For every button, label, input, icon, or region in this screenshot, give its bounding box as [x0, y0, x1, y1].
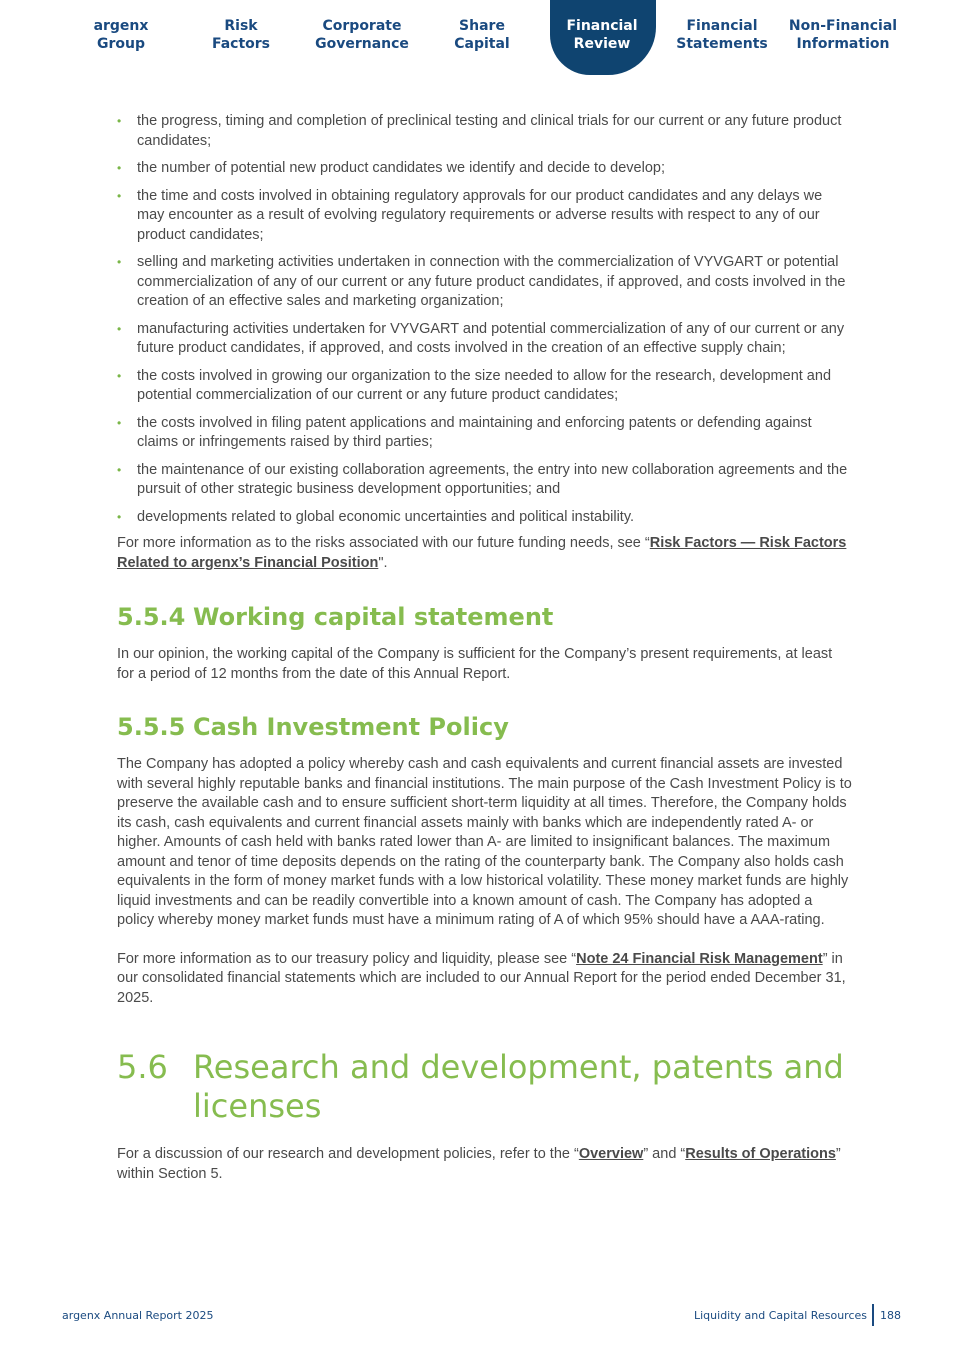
text: For more information as to our treasury policy and liquidity, please see “	[117, 950, 577, 967]
bullet-icon: •	[117, 161, 122, 175]
nav-tab-label: Review	[573, 36, 631, 52]
list-item-text: the progress, timing and completion of preclinical testing and clinical trials for our current or any future product candidates;	[137, 113, 842, 149]
overview-link[interactable]: Overview	[578, 1146, 644, 1162]
nav-tab-label: argenx	[93, 18, 149, 34]
research-development-paragraph	[117, 1145, 852, 1184]
nav-tab-share-capital[interactable]	[426, 17, 538, 53]
list-item-text: the costs involved in filing patent applications and maintaining and enforcing patents or defending against claims or infringements raised by third parties;	[137, 414, 812, 450]
funding-factors-list	[117, 112, 852, 527]
list-item-text: the number of potential new product candidates we identify and decide to develop;	[137, 160, 665, 176]
list-item	[117, 253, 852, 312]
working-capital-paragraph: In our opinion, the working capital of the Company is sufficient for the Company’s present requirements, at least for a period of 12 months from the date of this Annual Report.	[117, 646, 833, 682]
nav-tab-label: Non-Financial	[788, 18, 898, 34]
footer-report-title: argenx Annual Report 2025	[62, 1309, 214, 1322]
list-item	[117, 159, 852, 179]
treasury-note-paragraph	[117, 950, 852, 1009]
section-number: 5.6	[117, 1048, 168, 1086]
section-heading-cash-investment-policy	[117, 712, 852, 742]
bullet-icon: •	[117, 368, 122, 383]
footer-divider	[872, 1304, 874, 1326]
bullet-icon: •	[117, 188, 122, 203]
list-item-text: the costs involved in growing our organization to the size needed to allow for the research, development and potential commercialization of our current or any future product candidates;	[137, 367, 832, 403]
list-item	[117, 461, 852, 500]
nav-tab-argenx-group[interactable]	[65, 17, 177, 53]
nav-tab-label: Statements	[676, 36, 768, 52]
nav-tab-label: Financial	[566, 18, 638, 34]
list-item-text: manufacturing activities undertaken for VYVGART and potential commercialization of any of our current or any future product candidates, if approved, and costs involved in the creation of an effective supply chain;	[137, 320, 845, 356]
section-title: Working capital statement	[193, 603, 554, 631]
text: ” in our consolidated financial statements which are included to our Annual Report for the period ended December 31, 2025.	[117, 950, 846, 1006]
bullet-icon: •	[117, 462, 122, 477]
section-number: 5.5.4	[117, 603, 186, 631]
cash-investment-paragraph: The Company has adopted a policy whereby cash and cash equivalents and current financial assets are invested with several highly reputable banks and financial institutions. The main purpose of the Cash Investment Policy is to preserve the available cash and to ensure sufficient short-term liquidity at all times. Therefore, the Company holds its cash, cash equivalents and current financial assets mainly with banks which are independently rated A- or higher. Amounts of cash held with banks rated lower than A- are limited to insignificant balances. The maximum amount and tenor of time deposits depends on the rating of the counterparty bank. The Company also holds cash equivalents in the form of money market funds with a low historical volatility. These money market funds are highly liquid investments and can be readily convertible into a known amount of cash. The Company has adopted a policy whereby money market funds must have a minimum rating of A of which 95% should have a AAA-rating.	[117, 756, 852, 928]
nav-tab-label: Governance	[315, 36, 409, 52]
section-heading-research-development	[117, 1048, 852, 1126]
bullet-icon: •	[117, 321, 122, 336]
nav-tab-label: Corporate	[322, 18, 402, 34]
list-item	[117, 414, 852, 453]
nav-tab-label: Group	[96, 36, 145, 52]
risk-factors-link[interactable]: Risk Factors — Risk Factors Related to argenx’s Financial Position	[117, 535, 847, 571]
text: ” within Section 5.	[117, 1146, 841, 1182]
footer-page-info	[694, 1304, 901, 1326]
nav-tab-label: Share	[459, 18, 505, 34]
section-title: Cash Investment Policy	[193, 713, 509, 741]
nav-tab-financial-review[interactable]	[546, 17, 658, 53]
section-title: Research and development, patents and licenses	[193, 1048, 844, 1125]
bullet-icon: •	[117, 509, 122, 524]
list-item-text: the maintenance of our existing collaboration agreements, the entry into new collaboration agreements and the pursuit of other strategic business development opportunities; and	[137, 461, 848, 497]
list-item	[117, 508, 852, 528]
funding-note-paragraph	[117, 534, 852, 573]
nav-tab-non-financial-information[interactable]	[787, 17, 899, 53]
list-item	[117, 320, 852, 359]
list-item	[117, 187, 852, 246]
results-of-operations-link[interactable]: Results of Operations	[685, 1146, 836, 1162]
section-number: 5.5.5	[117, 713, 186, 741]
nav-tab-label: Capital	[454, 36, 510, 52]
nav-tab-label: Risk	[224, 18, 258, 34]
text: ".	[378, 554, 388, 571]
section-heading-working-capital	[117, 602, 852, 632]
nav-tab-label: Financial	[686, 18, 758, 34]
bullet-icon: •	[117, 255, 122, 269]
bullet-icon: •	[117, 114, 122, 128]
list-item-text: the time and costs involved in obtaining regulatory approvals for our product candidates and any delays we may encounter as a result of evolving regulatory requirements or adverse results with respect to any of our product candidates;	[137, 187, 823, 243]
nav-tab-financial-statements[interactable]	[666, 17, 778, 53]
nav-tab-label: Information	[796, 36, 890, 52]
note-24-link[interactable]: Note 24 Financial Risk Management	[576, 950, 823, 967]
main-content	[117, 112, 852, 1184]
nav-tab-risk-factors[interactable]	[185, 17, 297, 53]
footer-page-number: 188	[880, 1308, 901, 1322]
text: For more information as to the risks associated with our future funding needs, see “	[117, 535, 650, 551]
list-item	[117, 367, 852, 406]
list-item-text: selling and marketing activities undertaken in connection with the commercialization of VYVGART or potential commercialization of any of our current or any future product candidates, if approved, and costs involved in the creation of an effective sales and marketing organization;	[137, 254, 846, 309]
list-item-text: developments related to global economic uncertainties and political instability.	[137, 508, 635, 525]
text: For a discussion of our research and development policies, refer to the “	[117, 1146, 579, 1162]
nav-tab-corporate-governance[interactable]	[306, 17, 418, 53]
footer-section-name: Liquidity and Capital Resources	[694, 1308, 867, 1322]
nav-tab-label: Factors	[211, 36, 271, 52]
bullet-icon: •	[117, 415, 122, 430]
top-navigation	[0, 0, 964, 80]
list-item	[117, 112, 852, 151]
text: ” and “	[643, 1146, 686, 1162]
